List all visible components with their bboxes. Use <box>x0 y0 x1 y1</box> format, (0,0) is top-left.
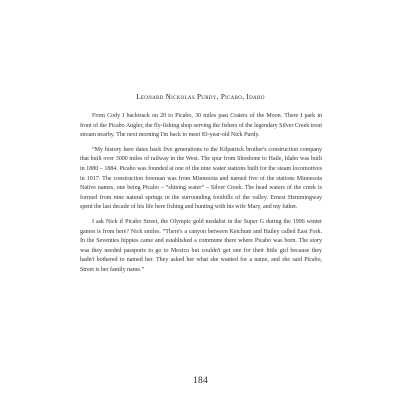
body-text <box>80 112 322 281</box>
paragraph: I ask Nick if Picabo Street, the Olympic gold medalist in the Super G during the 1996 winter games is from here? Nick smiles. “There's a canyon between Ketchum and Hailey called East Fork. In the Seventies hippies came and established a commune there where Picabo was born. The story was they needed passports to go to Mexico but couldn't get one for their little girl because they hadn't bothered to named her. They asked her what she wanted for a name, and she said Picabo, Street is her family name.” <box>80 218 322 273</box>
paragraph: “My history here dates back five generations to the Kilpatrick brother's construction company that built over 3000 miles of railway in the West. The spur from Shoshone to Haile, Idaho was built in 1880 – 1884. Picabo was founded at one of the nine water stations built for the steam locomotives in 1917. The construction foreman was from Minnesota and named five of the stations Minnesota Native names, one being Picabo – “shining water” – Silver Creek. The head waters of the creek is formed from nine natural springs in the surrounding foothills of the valley. Ernest Hemmingway spent the last decade of his life here fishing and hunting with his wife Mary, and my father. <box>80 146 322 211</box>
chapter-heading: Leonard Nickolas Purdy, Picabo, Idaho <box>136 93 265 101</box>
paragraph: From Cody I backtrack on 20 to Picabo, 30 miles past Craters of the Moon. There I park in front of the Picabo Angler, the fly-fishing shop serving the fishers of the legendary Silver Creek trout stream nearby. The next morning I'm back to meet 83-year-old Nick Purdy. <box>80 113 322 139</box>
page-number: 184 <box>193 376 208 386</box>
